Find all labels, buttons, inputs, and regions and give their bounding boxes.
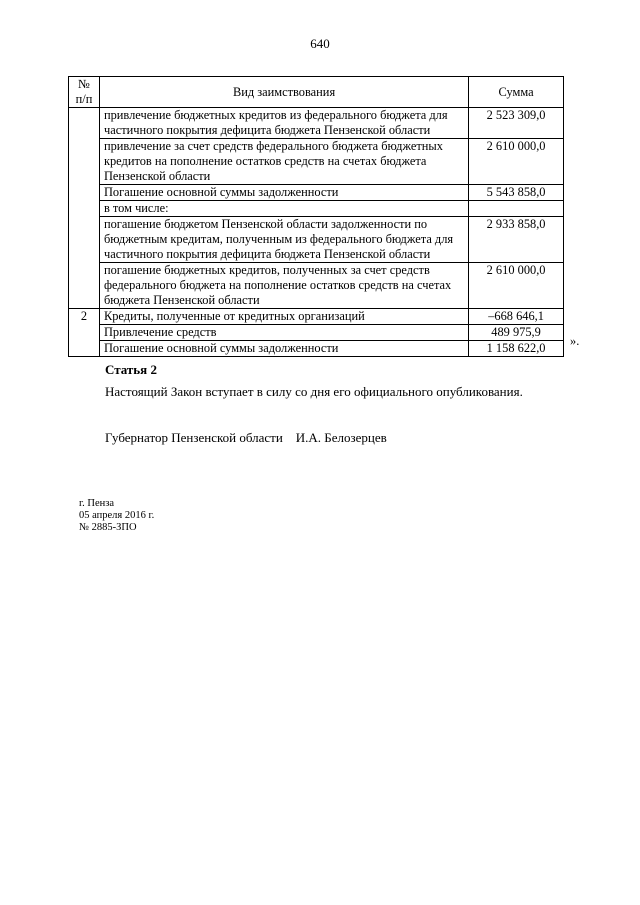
signature-name: И.А. Белозерцев [295,430,387,445]
table-row [69,325,564,341]
footer-date: 05 апреля 2016 г. [79,510,155,521]
table-row [69,108,564,139]
row-name-cell: Погашение основной суммы задолженности [99,185,468,201]
table-row [69,263,564,309]
table-row [69,341,564,357]
row-sum-cell: 1 158 622,0 [469,341,564,357]
row-number-cell: 2 [69,309,100,357]
header-number: № п/п [69,77,100,108]
row-name-cell: привлечение бюджетных кредитов из федерального бюджета для частичного покрытия дефицита бюджета Пензенской области [99,108,468,139]
table-row [69,139,564,185]
row-name-cell: погашение бюджетных кредитов, полученных за счет средств федерального бюджета на пополнение остатков средств на счетах бюджета Пензенской области [99,263,468,309]
row-sum-cell: 5 543 858,0 [469,185,564,201]
header-borrowing-type: Вид заимствования [99,77,468,108]
page-number: 640 [310,36,330,51]
row-name-cell: в том числе: [99,201,468,217]
row-sum-cell: 2 610 000,0 [469,263,564,309]
footer-law-number: № 2885-ЗПО [79,522,137,533]
row-sum-cell: 2 610 000,0 [469,139,564,185]
borrowing-table [68,76,564,357]
row-name-cell: Погашение основной суммы задолженности [99,341,468,357]
row-sum-cell: 2 933 858,0 [469,217,564,263]
row-sum-cell [469,201,564,217]
row-sum-cell: 489 975,9 [469,325,564,341]
row-sum-cell: 2 523 309,0 [469,108,564,139]
closing-quote: ». [570,334,580,348]
header-sum: Сумма [469,77,564,108]
table-row [69,201,564,217]
table-row [69,309,564,325]
row-sum-cell: –668 646,1 [469,309,564,325]
row-name-cell: Привлечение средств [99,325,468,341]
table-row [69,217,564,263]
signature-position: Губернатор Пензенской области [105,430,283,445]
borrowing-table-body [69,77,564,357]
row-name-cell: Кредиты, полученные от кредитных организаций [99,309,468,325]
row-name-cell: привлечение за счет средств федерального бюджета бюджетных кредитов на пополнение остатков средств на счетах бюджета Пензенской области [99,139,468,185]
row-number-cell [69,108,100,309]
signature-block [105,430,387,446]
footer-city: г. Пенза [79,498,115,509]
article-text: Настоящий Закон вступает в силу со дня его официального опубликования. [105,384,523,399]
row-name-cell: погашение бюджетом Пензенской области задолженности по бюджетным кредитам, полученным из федерального бюджета для частичного покрытия дефицита бюджета Пензенской области [99,217,468,263]
table-header-row [69,77,564,108]
table-row [69,185,564,201]
article-title: Статья 2 [105,362,157,377]
